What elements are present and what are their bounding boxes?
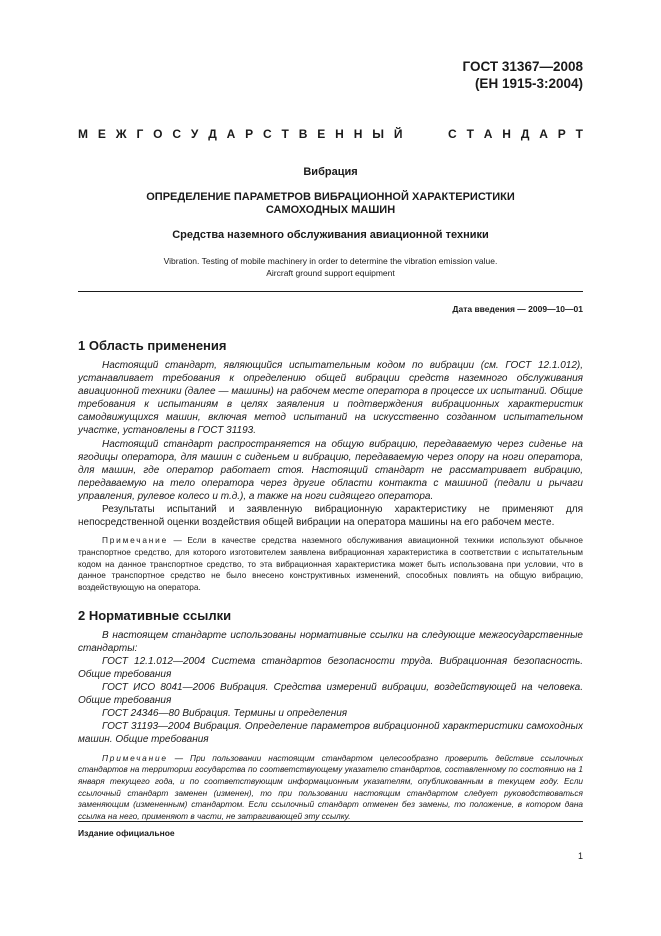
banner-letter: М — [78, 127, 88, 141]
topic-title: Вибрация — [303, 166, 358, 178]
banner-letter: С — [448, 127, 457, 141]
banner-letter: Р — [245, 127, 254, 141]
banner-gap — [412, 127, 420, 141]
interstate-standard-banner — [78, 127, 583, 141]
banner-letter: Т — [575, 127, 583, 141]
subtitle: Средства наземного обслуживания авиационной техники — [172, 228, 489, 241]
reference-item: ГОСТ 31193—2004 Вибрация. Определение параметров вибрационной характеристики самоходных машин. Общие требования — [78, 721, 583, 746]
main-content — [78, 338, 583, 837]
section2-note — [78, 753, 583, 823]
english-title — [78, 255, 583, 279]
banner-letter: А — [539, 127, 548, 141]
footer-divider — [78, 821, 583, 822]
reference-item: ГОСТ 12.1.012—2004 Система стандартов безопасности труда. Вибрационная безопасность. Общие требования — [78, 655, 583, 681]
edition-label: Издание официальное — [78, 828, 175, 838]
introduction-date: Дата введения — 2009—10—01 — [452, 304, 583, 314]
banner-letter: Й — [393, 127, 403, 141]
banner-letter: Н — [502, 127, 511, 141]
banner-letter: О — [153, 127, 163, 141]
banner-letter: А — [483, 127, 493, 141]
banner-letter: Д — [520, 127, 530, 141]
reference-item: ГОСТ ИСО 8041—2006 Вибрация. Средства измерений вибрации, воздействующей на человека. Общие требования — [78, 682, 583, 707]
banner-gap — [430, 127, 438, 141]
banner-letter: Т — [281, 127, 289, 141]
note-label: Примечание — [102, 535, 169, 546]
section1-note — [78, 535, 583, 594]
english-title-line1: Vibration. Testing of mobile machinery in order to determine the vibration emission value. — [163, 256, 498, 266]
title-block — [78, 166, 583, 242]
en-number: (ЕН 1915-3:2004) — [474, 76, 583, 91]
banner-letter: Т — [466, 127, 474, 141]
section1-para1: Настоящий стандарт, являющийся испытательным кодом по вибрации (см. ГОСТ 12.1.012), устанавливает требования к определению общей вибрации средств наземного обслуживания авиационной техники (далее — машины) на рабочем месте оператора в процессе их испытаний. Общие требования к испытаниям в целях заявления и подтверждения вибрационных характеристик самодвижущихся машин, включая метод испытаний на искусственно созданном испытательном участке, установлены в ГОСТ 31193. — [78, 360, 583, 437]
banner-letter: С — [263, 127, 272, 141]
banner-letter: Д — [208, 127, 217, 141]
banner-letter: У — [190, 127, 199, 141]
reference-item: ГОСТ 24346—80 Вибрация. Термины и определения — [102, 708, 348, 720]
banner-letter: Ж — [115, 127, 127, 141]
document-code — [463, 58, 583, 92]
banner-letter: Ы — [372, 127, 384, 141]
section1-para3: Результаты испытаний и заявленную вибрационную характеристику не применяют для непосредственной оценки воздействия общей вибрации на оператора машины на его рабочем месте. — [78, 504, 583, 529]
section2-heading: 2 Нормативные ссылки — [78, 607, 232, 623]
header-divider — [78, 291, 583, 292]
page-number: 1 — [577, 851, 583, 861]
main-title-line2: САМОХОДНЫХ МАШИН — [265, 204, 396, 216]
section1-para2: Настоящий стандарт распространяется на общую вибрацию, передаваемую через сиденье на ягодицы оператора, для машин с сиденьем и вибрацию, передаваемую через опору на ноги оператора, для машин, где оператор работает стоя. Настоящий стандарт не рассматривает вибрацию, передаваемую на тело оператора через другие области контакта с машиной (педали и рычаги управления, рулевое колесо и т.д.), а также на ноги сидящего оператора. — [78, 438, 583, 502]
references-list — [78, 629, 583, 747]
english-title-line2: Aircraft ground support equipment — [266, 268, 395, 278]
banner-letter: Н — [335, 127, 344, 141]
note-text: — Если в качестве средства наземного обслуживания авиационной техники используют обычное транспортное средство, для которого изготовителем заявлена вибрационная характеристика в соответствии с испытательным кодом на данное транспортное средство, то эта вибрационная характеристика может быть использована при условии, что в данное транспортное средство не было внесено конструктивных изменений, способных повлиять на общую вибрацию, воздействующую на оператора. — [78, 535, 583, 593]
banner-letter: Н — [353, 127, 363, 141]
banner-letter: С — [172, 127, 181, 141]
banner-letter: Е — [317, 127, 326, 141]
banner-letter: В — [298, 127, 308, 141]
main-title-line1: ОПРЕДЕЛЕНИЕ ПАРАМЕТРОВ ВИБРАЦИОННОЙ ХАРАКТЕРИСТИКИ — [146, 190, 515, 203]
gost-number: ГОСТ 31367—2008 — [462, 59, 583, 74]
banner-letter: Е — [97, 127, 106, 141]
section1-heading: 1 Область применения — [78, 338, 227, 353]
note-label: Примечание — [102, 752, 168, 763]
references-intro: В настоящем стандарте использованы нормативные ссылки на следующие межгосударственные стандарты: — [78, 629, 583, 654]
note-text: — При пользовании настоящим стандартом целесообразно проверить действие ссылочных стандартов на территории государства по соответствующему указателю стандартов, составленному по состоянию на 1 января текущего года, и по соответствующим информационным указателям, опубликованным в текущем году. Если ссылочный стандарт заменен (изменен), то при пользовании настоящим стандартом следует руководствоваться заменяющим (измененным) стандартом. Если ссылочный стандарт отменен без замены, то положение, в котором дана ссылка на него, применяют в части, не затрагивающей эту ссылку. — [78, 752, 583, 822]
banner-letter: Г — [136, 127, 144, 141]
banner-letter: Р — [557, 127, 566, 141]
banner-letter: А — [226, 127, 236, 141]
